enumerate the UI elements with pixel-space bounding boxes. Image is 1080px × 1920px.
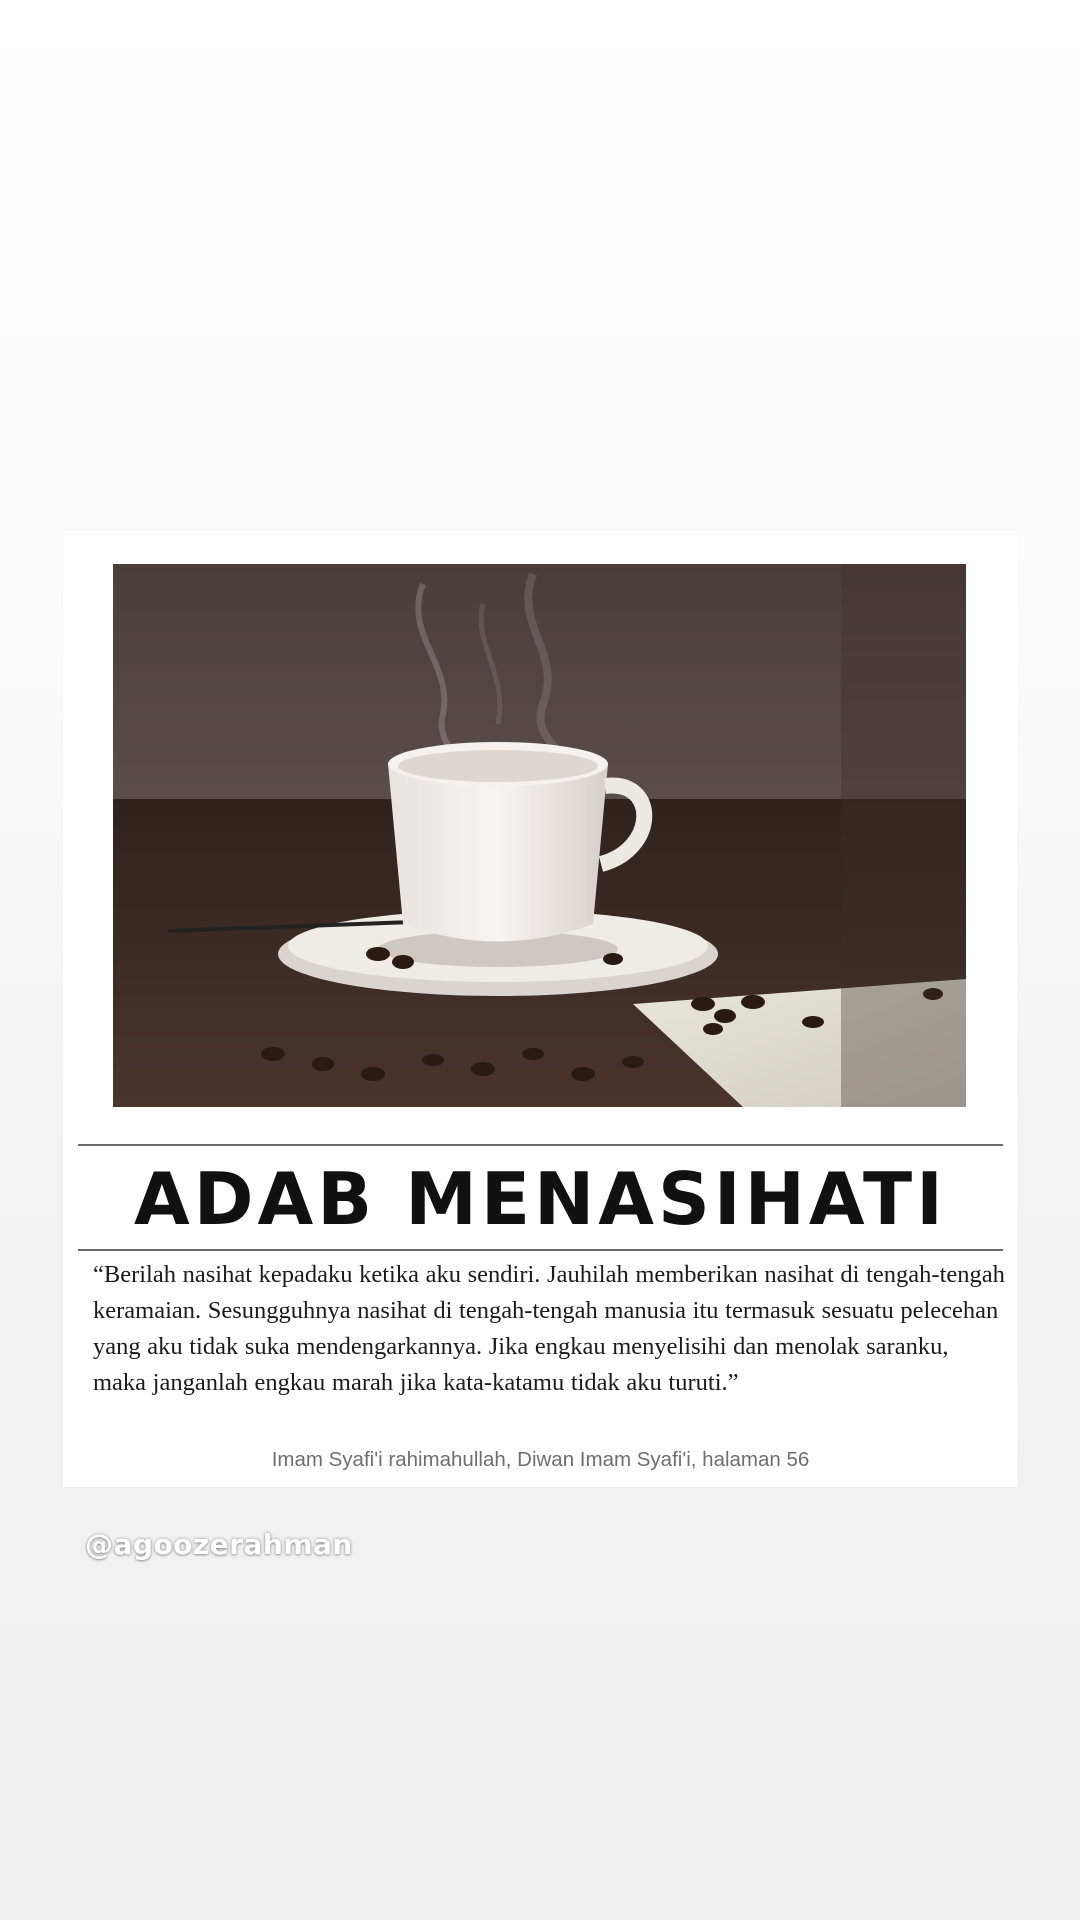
quote-text: “Berilah nasihat kepadaku ketika aku sendiri. Jauhilah memberikan nasihat di tengah-tengah keramaian. Sesungguhnya nasihat di tengah-tengah manusia itu termasuk sesuatu pelecehan yang aku tidak suka mendengarkannya. Jika engkau menyelisihi dan menolak saranku, maka janganlah engkau marah jika kata-katamu tidak aku turuti.” — [93, 1261, 1005, 1396]
headline-rule-bottom — [78, 1249, 1003, 1251]
quote-card — [63, 530, 1018, 1487]
quote-source: Imam Syafi'i rahimahullah, Diwan Imam Syafi'i, halaman 56 — [271, 1448, 810, 1471]
user-handle[interactable]: @agoozerahman — [85, 1528, 353, 1561]
coffee-cup-illustration — [113, 564, 966, 1107]
headline: ADAB MENASIHATI — [134, 1157, 947, 1241]
headline-rule-top — [78, 1144, 1003, 1146]
coffee-cup-image — [113, 564, 966, 1107]
